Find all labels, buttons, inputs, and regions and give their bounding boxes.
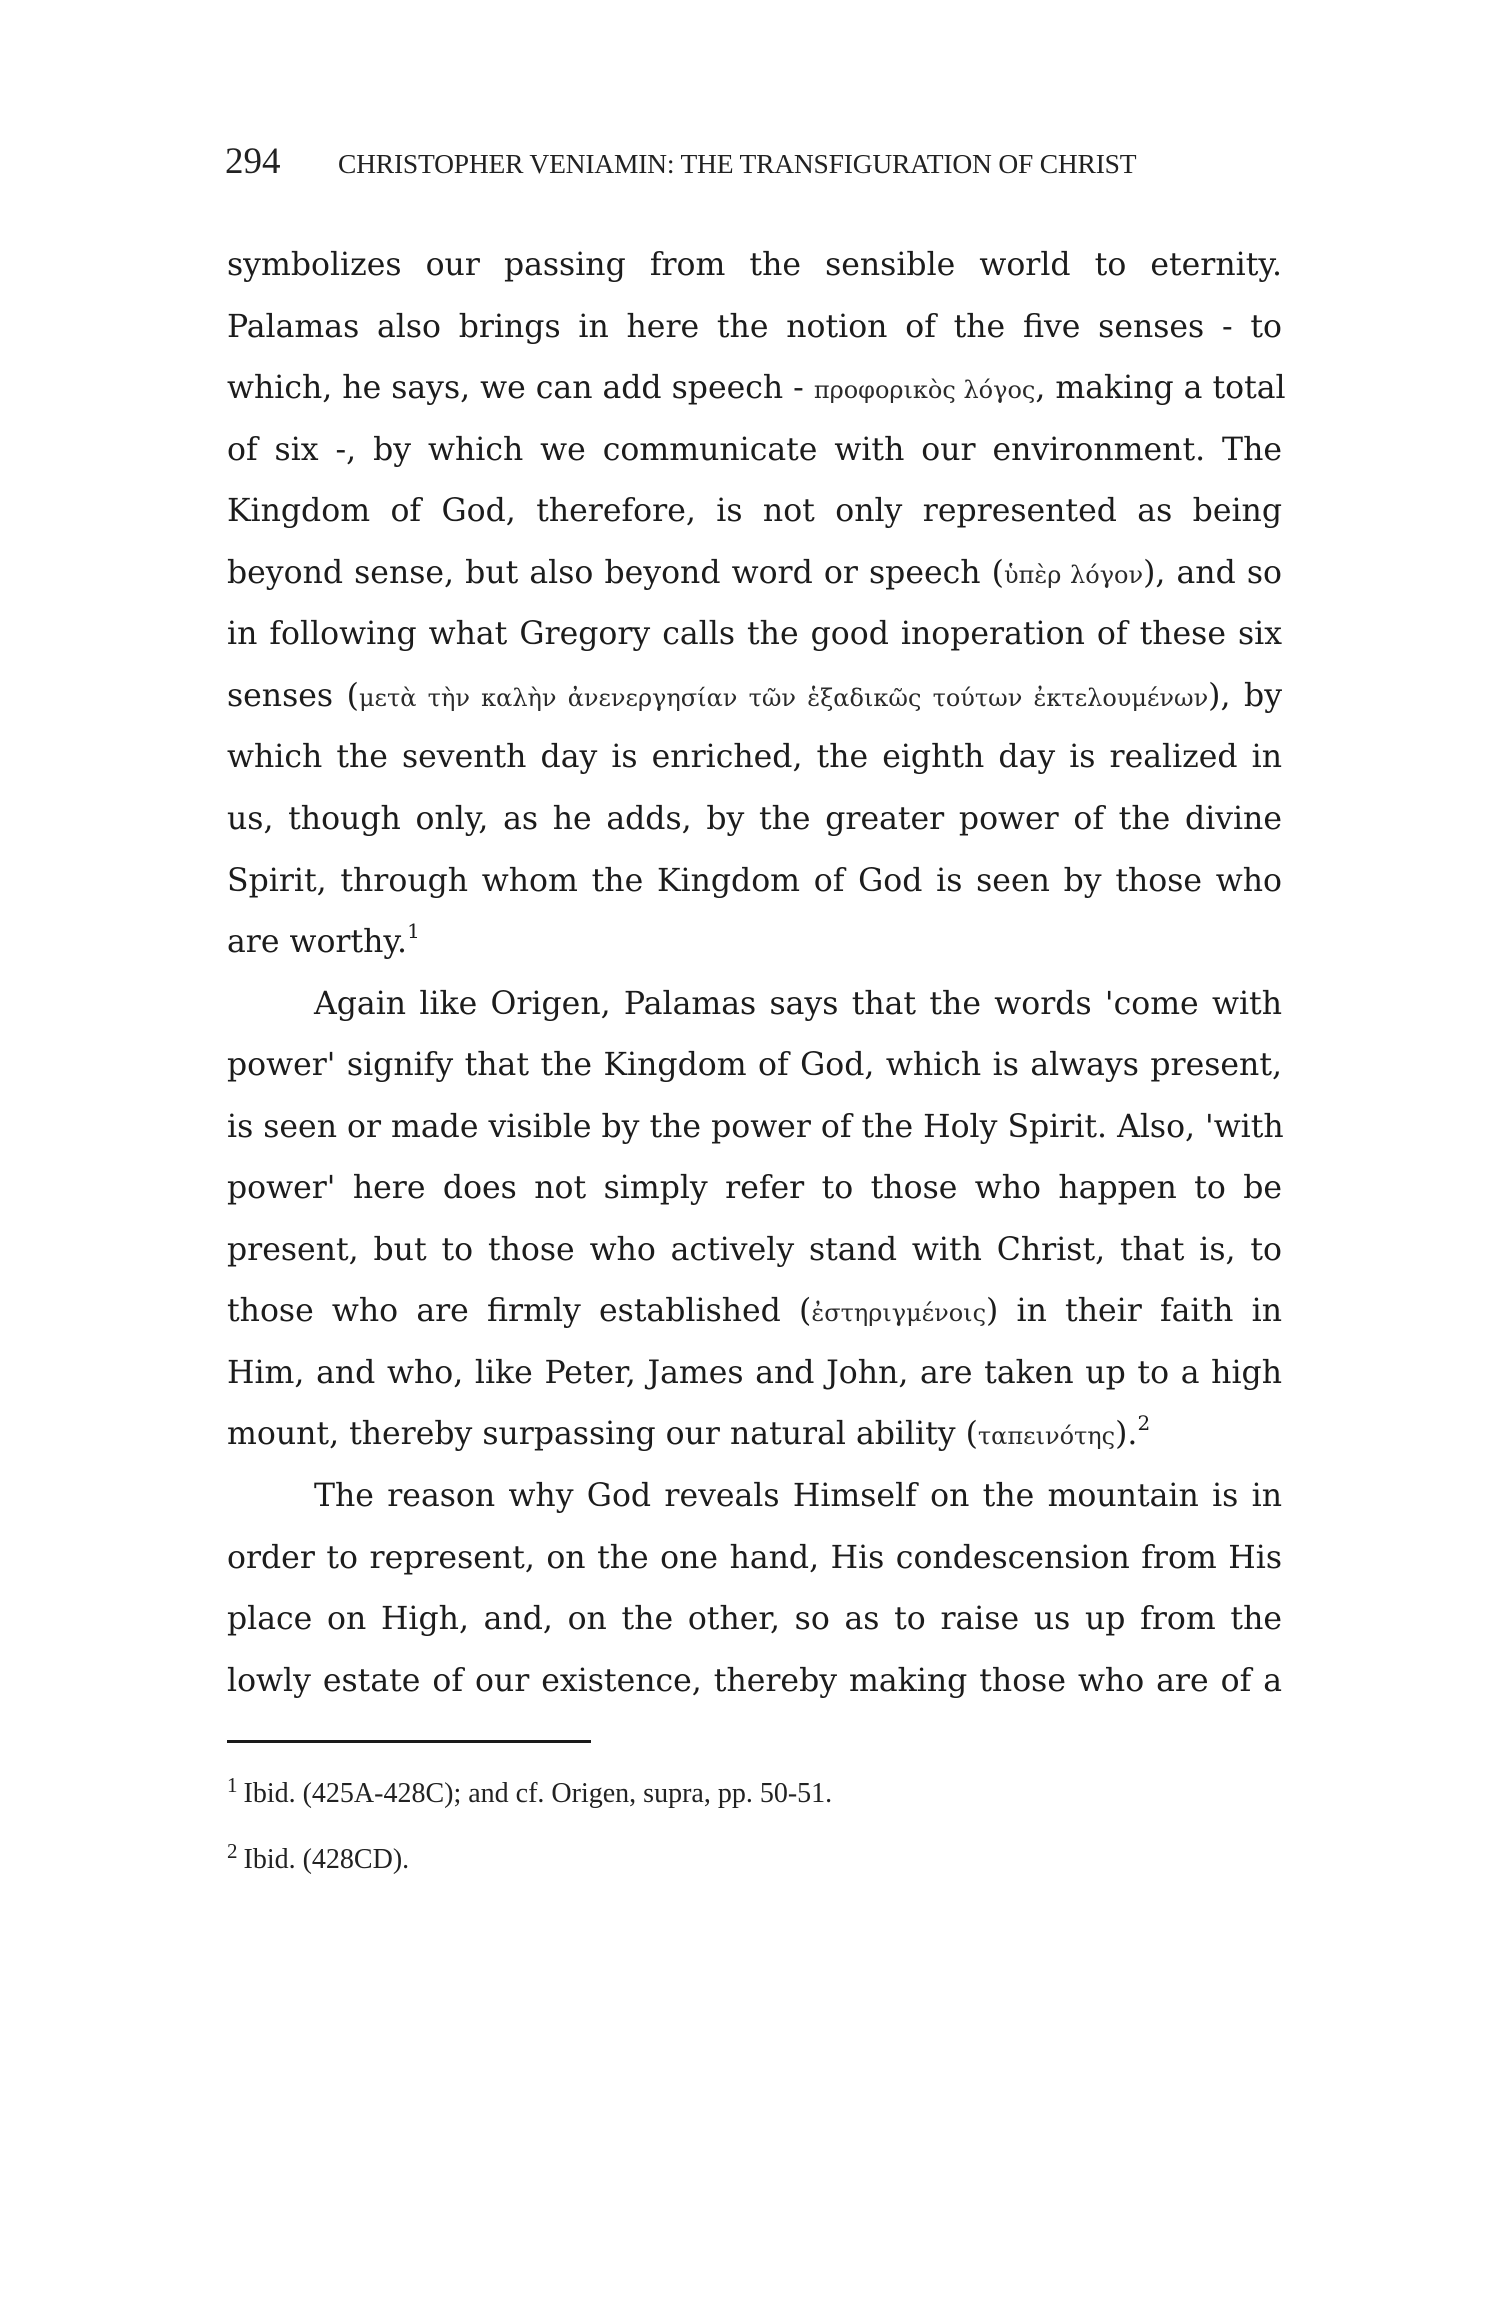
- text-segment: those who are firmly established (: [227, 1293, 812, 1330]
- text-segment: ).: [1115, 1416, 1138, 1453]
- greek-phrase: ὑπὲρ λόγον: [1003, 560, 1144, 589]
- text-segment: power' here does not simply refer to those who happen to be: [227, 1170, 1282, 1207]
- text-line: [227, 480, 1282, 542]
- text-segment: are worthy.: [227, 924, 408, 961]
- text-line: [227, 788, 1282, 850]
- text-segment: beyond sense, but also beyond word or speech (: [227, 554, 1004, 591]
- text-line: [227, 419, 1282, 481]
- text-segment: , making a total: [1035, 370, 1286, 407]
- text-segment: ), and so: [1143, 554, 1282, 591]
- text-line: [227, 665, 1282, 727]
- text-segment: order to represent, on the one hand, His condescension from His: [227, 1539, 1282, 1576]
- text-segment: in following what Gregory calls the good inoperation of these six: [227, 616, 1282, 653]
- text-segment: Palamas also brings in here the notion of the five senses - to: [227, 308, 1282, 345]
- text-segment: is seen or made visible by the power of the Holy Spirit. Also, 'with: [227, 1108, 1284, 1145]
- text-segment: Again like Origen, Palamas says that the words 'come with: [314, 985, 1282, 1022]
- text-line: [227, 1650, 1282, 1712]
- text-segment: Spirit, through whom the Kingdom of God is seen by those who: [227, 862, 1282, 899]
- text-segment: present, but to those who actively stand with Christ, that is, to: [227, 1231, 1282, 1268]
- text-segment: The reason why God reveals Himself on the mountain is in: [314, 1478, 1282, 1514]
- text-segment: symbolizes our passing from the sensible world to eternity.: [227, 247, 1282, 283]
- text-line: [227, 542, 1282, 604]
- text-line: [227, 357, 1286, 419]
- text-line: [227, 911, 1282, 973]
- text-line: [227, 1342, 1282, 1404]
- footnote-number: 1: [227, 1773, 238, 1797]
- text-line: [227, 1034, 1282, 1096]
- greek-phrase: ταπεινότης: [977, 1422, 1116, 1451]
- greek-phrase: προφορικὸς λόγος: [813, 376, 1036, 405]
- text-segment: ) in their faith in: [986, 1293, 1282, 1330]
- text-line: [227, 1280, 1282, 1342]
- text-segment: Him, and who, like Peter, James and John, are taken up to a high: [227, 1354, 1282, 1391]
- text-line: [227, 1157, 1282, 1219]
- footnote-text: Ibid. (425A-428C); and cf. Origen, supra, pp. 50-51.: [243, 1778, 833, 1809]
- text-line: [227, 1096, 1282, 1158]
- text-line: [227, 234, 1282, 296]
- greek-phrase: μετὰ τὴν καλὴν ἀνενεργησίαν τῶν ἑξαδικῶς τούτων ἐκτελουμένων: [358, 683, 1209, 712]
- footnote-2: [227, 1840, 409, 1880]
- footnote-1: [227, 1774, 832, 1814]
- text-segment: power' signify that the Kingdom of God, which is always present,: [227, 1047, 1282, 1084]
- footnote-number: 2: [227, 1839, 238, 1863]
- footnote-reference: 1: [407, 919, 420, 944]
- text-line: [227, 850, 1282, 912]
- text-line: [227, 973, 1282, 1035]
- text-segment: place on High, and, on the other, so as to raise us up from the: [227, 1601, 1282, 1638]
- footnote-separator: [227, 1740, 591, 1743]
- greek-phrase: ἐστηριγμένοις: [811, 1299, 987, 1328]
- footnote-reference: 2: [1137, 1411, 1151, 1436]
- text-line: [227, 296, 1282, 358]
- running-head-title: CHRISTOPHER VENIAMIN: THE TRANSFIGURATION OF CHRIST: [338, 148, 1137, 179]
- text-line: [227, 726, 1282, 788]
- text-line: [227, 1219, 1282, 1281]
- text-segment: senses (: [227, 677, 359, 714]
- text-line: [227, 603, 1282, 665]
- text-segment: of six -, by which we communicate with our environment. The: [227, 431, 1282, 468]
- text-segment: lowly estate of our existence, thereby making those who are of a: [227, 1662, 1282, 1699]
- text-line: [227, 1588, 1282, 1650]
- text-line: [227, 1403, 1282, 1465]
- text-segment: which, he says, we can add speech -: [227, 370, 814, 407]
- page-number: 294: [225, 141, 281, 182]
- text-segment: us, though only, as he adds, by the greater power of the divine: [227, 800, 1282, 837]
- text-line: [227, 1527, 1282, 1589]
- text-segment: which the seventh day is enriched, the eighth day is realized in: [227, 739, 1282, 776]
- text-line: [227, 1465, 1282, 1527]
- footnote-text: Ibid. (428CD).: [243, 1844, 410, 1875]
- text-segment: ), by: [1208, 677, 1283, 714]
- text-segment: mount, thereby surpassing our natural ability (: [227, 1416, 978, 1453]
- text-segment: Kingdom of God, therefore, is not only represented as being: [227, 493, 1282, 530]
